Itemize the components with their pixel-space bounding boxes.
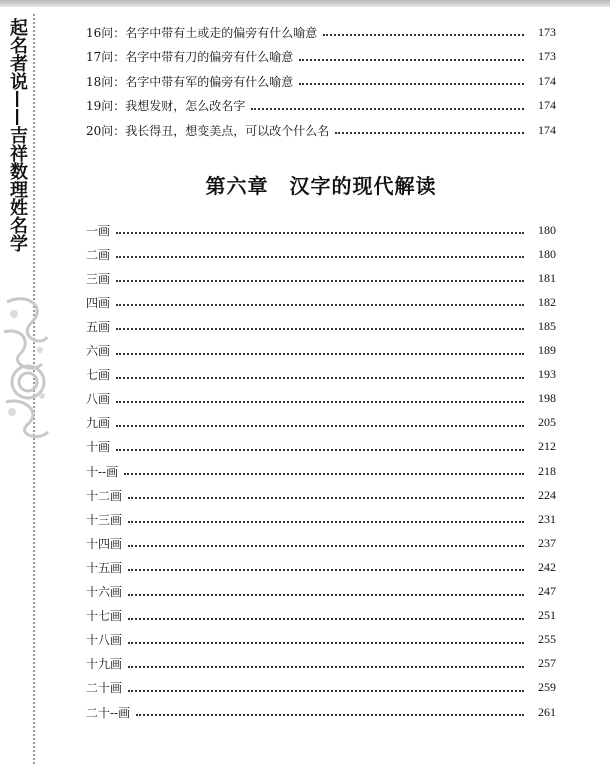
toc-entry-label: 三画 [86, 271, 111, 286]
toc-entry[interactable] [86, 653, 556, 675]
toc-entry-page-number: 173 [538, 24, 556, 39]
toc-entry-label: 五画 [86, 319, 111, 334]
toc-entry[interactable] [86, 119, 556, 141]
toc-entry-page-number: 174 [538, 73, 556, 88]
toc-entry-label: 二十--画 [86, 705, 131, 720]
dot-leader [116, 280, 524, 282]
toc-entry-label: 十八画 [86, 633, 123, 648]
toc-entry[interactable] [86, 315, 556, 337]
toc-entry[interactable] [86, 532, 556, 554]
dot-leader [116, 304, 524, 306]
toc-entry[interactable] [86, 21, 556, 43]
running-head-title: 起名者说——吉祥数理姓名学 [7, 18, 28, 252]
dot-leader [299, 59, 524, 61]
toc-entry-page-number: 259 [538, 680, 556, 695]
toc-entry-label: 十三画 [86, 512, 123, 527]
toc-entry-page-number: 182 [538, 294, 556, 309]
toc-entry[interactable] [86, 605, 556, 627]
dot-leader [128, 569, 524, 571]
toc-entry-page-number: 257 [538, 656, 556, 671]
toc-entry-page-number: 180 [538, 246, 556, 261]
scan-edge [0, 0, 610, 7]
toc-entry-label: 十--画 [86, 464, 119, 479]
toc-entry-page-number: 174 [538, 122, 556, 137]
toc-entry-page-number: 212 [538, 439, 556, 454]
toc-entry[interactable] [86, 70, 556, 92]
toc-entry-label: 十二画 [86, 488, 123, 503]
toc-entry-page-number: 181 [538, 270, 556, 285]
dot-leader [116, 401, 524, 403]
toc-entry-page-number: 185 [538, 318, 556, 333]
toc-entry[interactable] [86, 460, 556, 482]
dot-leader [116, 256, 524, 258]
dot-leader [124, 473, 524, 475]
toc-entry-label: 十九画 [86, 657, 123, 672]
toc-entry-label: 17问：名字中带有刀的偏旁有什么喻意 [86, 50, 294, 64]
toc-entry[interactable] [86, 291, 556, 313]
dot-leader [116, 353, 524, 355]
toc-entry[interactable] [86, 484, 556, 506]
toc-entry-label: 十七画 [86, 609, 123, 624]
toc-entry[interactable] [86, 46, 556, 68]
toc-entry-label: 九画 [86, 416, 111, 431]
toc-entry-page-number: 218 [538, 463, 556, 478]
toc-entry[interactable] [86, 412, 556, 434]
toc-entry-page-number: 237 [538, 535, 556, 550]
toc-entry[interactable] [86, 629, 556, 651]
dot-leader [128, 642, 524, 644]
dot-leader [116, 425, 524, 427]
dot-leader [116, 377, 524, 379]
toc-entry-label: 十画 [86, 440, 111, 455]
dot-leader [323, 34, 524, 36]
toc-entry-label: 十四画 [86, 536, 123, 551]
dot-leader [128, 618, 524, 620]
toc-entry-label: 20问：我长得丑，想变美点，可以改个什么名 [86, 123, 330, 138]
toc-entry[interactable] [86, 243, 556, 265]
dot-leader [128, 521, 524, 523]
dot-leader [128, 690, 524, 692]
dot-leader [335, 132, 524, 134]
dot-leader [128, 666, 524, 668]
toc-entry[interactable] [86, 701, 556, 723]
dot-leader [116, 328, 524, 330]
toc-entry[interactable] [86, 219, 556, 241]
dot-leader [116, 232, 524, 234]
dot-leader [251, 108, 524, 110]
toc-entry-page-number: 180 [538, 222, 556, 237]
toc-entry[interactable] [86, 340, 556, 362]
toc-entry-page-number: 251 [538, 608, 556, 623]
toc-entry-label: 19问：我想发财，怎么改名字 [86, 99, 246, 113]
dot-leader [128, 497, 524, 499]
toc-entry-label: 一画 [86, 223, 111, 238]
toc-entry-label: 六画 [86, 344, 111, 358]
toc-entry-page-number: 174 [538, 98, 556, 112]
dot-leader [299, 83, 524, 85]
toc-entry[interactable] [86, 677, 556, 699]
dot-leader [128, 545, 524, 547]
toc-entry-label: 十六画 [86, 585, 123, 599]
toc-entry[interactable] [86, 364, 556, 386]
toc-entry-label: 二画 [86, 247, 111, 262]
toc-entry-label: 七画 [86, 368, 111, 383]
toc-entry-page-number: 198 [538, 391, 556, 406]
toc-entry-label: 16问：名字中带有土或走的偏旁有什么喻意 [86, 25, 318, 40]
dot-leader [136, 714, 524, 716]
toc-entry[interactable] [86, 95, 556, 117]
toc-entry-page-number: 189 [538, 343, 556, 357]
dot-leader [128, 594, 524, 596]
toc-entry[interactable] [86, 267, 556, 289]
toc-entry[interactable] [86, 508, 556, 530]
chapter-heading: 第六章 汉字的现代解读 [205, 174, 437, 198]
toc-entry-page-number: 193 [538, 367, 556, 382]
toc-entry[interactable] [86, 388, 556, 410]
cloud-ornament-icon [2, 292, 52, 442]
toc-entry-page-number: 255 [538, 632, 556, 647]
toc-entry-page-number: 261 [538, 704, 556, 719]
toc-entry-label: 八画 [86, 392, 111, 407]
toc-entry-page-number: 224 [538, 487, 556, 502]
toc-entry-page-number: 205 [538, 415, 556, 430]
toc-entry-page-number: 231 [538, 511, 556, 526]
toc-entry[interactable] [86, 581, 556, 603]
toc-entry-label: 四画 [86, 295, 111, 310]
toc-entry-page-number: 247 [538, 584, 556, 598]
toc-entry-label: 十五画 [86, 560, 123, 575]
toc-entry-label: 18问：名字中带有军的偏旁有什么喻意 [86, 74, 294, 89]
toc-entry[interactable] [86, 436, 556, 458]
toc-entry[interactable] [86, 556, 556, 578]
dot-leader [116, 449, 524, 451]
toc-entry-page-number: 173 [538, 49, 556, 63]
toc-entry-page-number: 242 [538, 559, 556, 574]
toc-entry-label: 二十画 [86, 681, 123, 696]
